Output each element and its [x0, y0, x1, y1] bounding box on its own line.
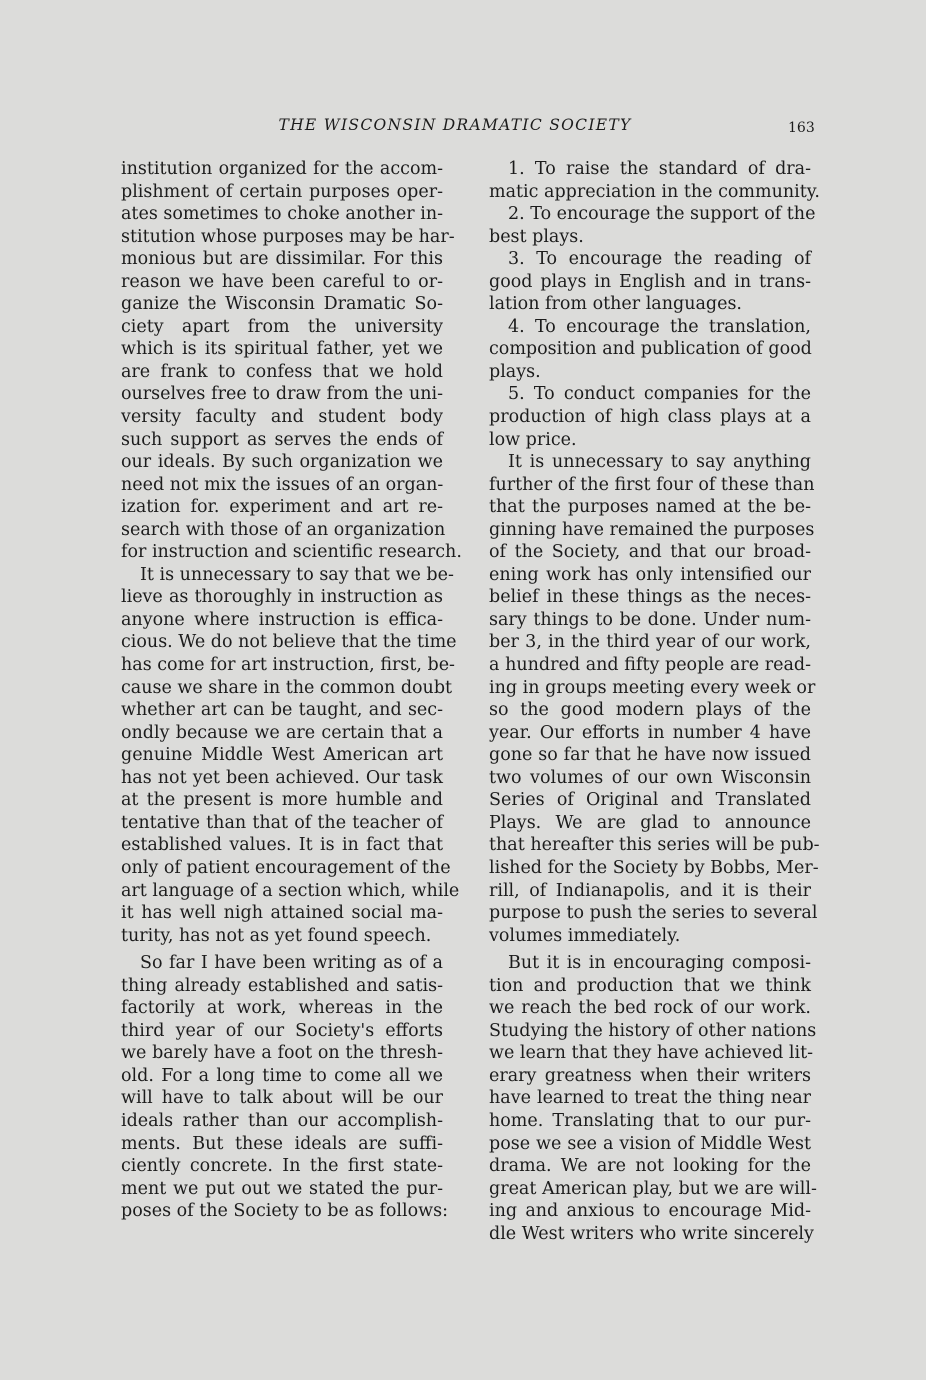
- paragraph: [469, 952, 817, 1245]
- text-line: dle West writers who write sincerely: [489, 1223, 814, 1244]
- text-line: lished for the Society by Bobbs, Mer-: [489, 857, 819, 878]
- text-line: tion and production that we think: [489, 975, 811, 996]
- paragraph: [469, 158, 820, 203]
- text-line: ciety apart from the university: [121, 316, 443, 337]
- text-line: monious but are dissimilar. For this: [121, 249, 443, 270]
- text-line: has not yet been achieved. Our task: [121, 767, 443, 788]
- page-number: 163: [788, 120, 815, 136]
- text-line: third year of our Society's efforts: [121, 1020, 443, 1041]
- paragraph: [469, 451, 820, 947]
- text-line: so the good modern plays of the: [489, 700, 811, 721]
- text-line: rill, of Indianapolis, and it is their: [489, 880, 811, 901]
- text-line: purpose to push the series to several: [489, 903, 818, 924]
- text-line: tentative than that of the teacher of: [121, 812, 443, 833]
- text-line: gone so far that he have now issued: [489, 745, 811, 766]
- text-line: ments. But these ideals are suffi-: [121, 1133, 443, 1154]
- paragraph: [101, 952, 449, 1223]
- text-line: ber 3, in the third year of our work,: [489, 632, 811, 653]
- text-line: 4. To encourage the translation,: [508, 316, 811, 337]
- text-line: that hereafter this series will be pub-: [489, 835, 820, 856]
- text-line: production of high class plays at a: [489, 407, 811, 428]
- text-line: matic appreciation in the community.: [489, 181, 820, 202]
- text-line: cause we share in the common doubt: [121, 677, 453, 698]
- text-line: belief in these things as the neces-: [489, 587, 811, 608]
- text-line: ization for. experiment and art re-: [121, 497, 443, 518]
- text-line: for instruction and scientific research.: [121, 542, 462, 563]
- text-line: our ideals. By such organization we: [121, 452, 443, 473]
- text-line: But it is in encouraging composi-: [508, 953, 811, 974]
- paragraph: [469, 248, 811, 316]
- text-line: 1. To raise the standard of dra-: [508, 159, 811, 179]
- text-line: stitution whose purposes may be har-: [121, 226, 455, 247]
- text-line: will have to talk about will be our: [121, 1088, 443, 1109]
- text-line: ing in groups meeting every week or: [489, 677, 816, 698]
- text-line: two volumes of our own Wisconsin: [489, 767, 811, 788]
- text-line: art language of a section which, while: [121, 880, 460, 901]
- text-line: need not mix the issues of an organ-: [121, 474, 444, 495]
- text-line: institution organized for the accom-: [121, 159, 443, 179]
- text-line: cious. We do not believe that the time: [121, 632, 457, 653]
- text-line: that the purposes named at the be-: [489, 497, 811, 518]
- text-line: we reach the bed rock of our work.: [489, 998, 811, 1019]
- text-line: which is its spiritual father, yet we: [121, 339, 443, 360]
- text-line: 2. To encourage the support of the: [508, 204, 816, 225]
- text-line: ening work has only intensified our: [489, 564, 811, 585]
- text-line: at the present is more humble and: [121, 790, 443, 811]
- running-header-title: THE WISCONSIN DRAMATIC SOCIETY: [278, 116, 632, 134]
- text-line: anyone where instruction is effica-: [121, 609, 443, 630]
- paragraph: [101, 158, 462, 564]
- right-text-column: [469, 158, 820, 1245]
- text-line: Series of Original and Translated: [489, 790, 811, 811]
- text-line: volumes immediately.: [489, 925, 681, 946]
- text-line: drama. We are not looking for the: [489, 1156, 811, 1177]
- text-line: ourselves free to draw from the uni-: [121, 384, 443, 405]
- text-line: of the Society, and that our broad-: [489, 542, 811, 563]
- text-line: such support as serves the ends of: [121, 429, 443, 450]
- text-line: composition and publication of good: [489, 339, 812, 360]
- text-line: ates sometimes to choke another in-: [121, 204, 443, 225]
- paragraph: [469, 203, 816, 248]
- text-line: pose we see a vision of Middle West: [489, 1133, 811, 1154]
- text-line: So far I have been writing as of a: [140, 953, 443, 974]
- text-line: we learn that they have achieved lit-: [489, 1043, 814, 1064]
- text-line: genuine Middle West American art: [121, 745, 443, 766]
- text-line: great American play, but we are will-: [489, 1178, 817, 1199]
- text-line: plishment of certain purposes oper-: [121, 181, 443, 202]
- text-line: turity, has not as yet found speech.: [121, 925, 432, 946]
- text-line: have learned to treat the thing near: [489, 1088, 811, 1109]
- text-line: reason we have been careful to or-: [121, 271, 443, 292]
- text-line: only of patient encouragement of the: [121, 857, 451, 878]
- text-line: ideals rather than our accomplish-: [121, 1110, 443, 1131]
- text-line: home. Translating that to our pur-: [489, 1110, 811, 1131]
- text-line: year. Our efforts in number 4 have: [489, 722, 811, 743]
- text-line: thing already established and satis-: [121, 975, 443, 996]
- text-line: lieve as thoroughly in instruction as: [121, 587, 443, 608]
- text-line: ondly because we are certain that a: [121, 722, 443, 743]
- text-line: erary greatness when their writers: [489, 1065, 811, 1086]
- text-line: ciently concrete. In the first state-: [121, 1156, 443, 1177]
- text-line: established values. It is in fact that: [121, 835, 443, 856]
- text-line: lation from other languages.: [489, 294, 742, 315]
- text-line: further of the first four of these than: [489, 474, 815, 495]
- text-line: ginning have remained the purposes: [489, 519, 815, 540]
- text-line: poses of the Society to be as follows:: [121, 1201, 449, 1222]
- text-line: old. For a long time to come all we: [121, 1065, 443, 1086]
- text-line: ing and anxious to encourage Mid-: [489, 1201, 811, 1222]
- paragraph: [469, 316, 811, 384]
- text-line: versity faculty and student body: [121, 407, 443, 428]
- text-line: It is unnecessary to say anything: [508, 452, 811, 473]
- text-line: sary things to be done. Under num-: [489, 609, 811, 630]
- paragraph: [469, 383, 811, 451]
- text-line: 3. To encourage the reading of: [508, 249, 811, 270]
- text-line: good plays in English and in trans-: [489, 271, 811, 292]
- paragraph: [101, 564, 460, 947]
- text-line: low price.: [489, 429, 577, 450]
- text-line: 5. To conduct companies for the: [508, 384, 811, 405]
- text-line: plays.: [489, 361, 541, 382]
- text-line: it has well nigh attained social ma-: [121, 903, 443, 924]
- text-line: factorily at work, whereas in the: [121, 998, 443, 1019]
- text-line: we barely have a foot on the thresh-: [121, 1043, 443, 1064]
- left-text-column: [101, 158, 462, 1223]
- text-line: ment we put out we stated the pur-: [121, 1178, 443, 1199]
- text-line: are frank to confess that we hold: [121, 361, 443, 382]
- text-line: best plays.: [489, 226, 584, 247]
- text-line: ganize the Wisconsin Dramatic So-: [121, 294, 443, 315]
- text-line: a hundred and fifty people are read-: [489, 655, 811, 676]
- text-line: It is unnecessary to say that we be-: [140, 564, 454, 585]
- text-line: whether art can be taught, and sec-: [121, 700, 443, 721]
- text-line: Studying the history of other nations: [489, 1020, 817, 1041]
- text-line: has come for art instruction, first, be-: [121, 655, 455, 676]
- text-line: Plays. We are glad to announce: [489, 812, 811, 833]
- text-line: search with those of an organization: [121, 519, 446, 540]
